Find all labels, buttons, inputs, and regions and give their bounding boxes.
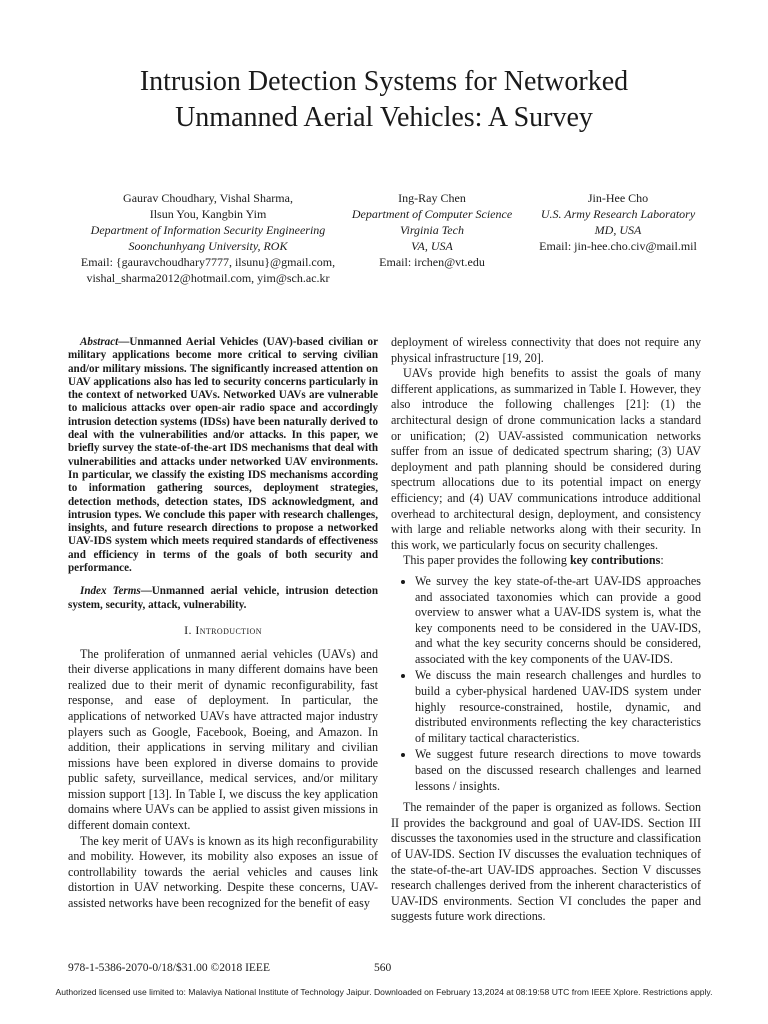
author-names: Gaurav Choudhary, Vishal Sharma, <box>123 191 293 205</box>
author-affiliation: Department of Computer Science <box>351 207 513 221</box>
intro-paragraph-2: The key merit of UAVs is known as its high reconfigurability and mobility. However, its mobility also exposes an issue of controllability towards the aerial vehicles and causes link distortion in UAV networking. Despite these concerns, UAV-assisted networks have been recognized for the benefit of easy <box>68 833 378 911</box>
contributions-list <box>391 574 701 794</box>
paragraph-continuation: deployment of wireless connectivity that does not require any physical infrastructure [19, 20]. <box>391 335 701 365</box>
author-block-3 <box>520 190 716 254</box>
author-block-2 <box>340 190 524 270</box>
abstract-text: —Unmanned Aerial Vehicles (UAV)-based civilian or military applications become more critical to serving civilian and/or military missions. The significantly increased attention on UAV applications also has led to security concerns particularly in the context of networked UAVs. Networked UAVs are vulnerable to malicious attacks over open-air radio space and accordingly intrusion detection systems (IDSs) have been naturally derived to deal with the vulnerabilities and/or attacks. In this paper, we briefly survey the state-of-the-art IDS mechanisms that deal with vulnerabilities and attacks under networked UAV environments. In particular, we classify the existing IDS mechanisms according to information gathering sources, deployment strategies, detection methods, detection states, IDS acknowledgment, and intrusion types. We conclude this paper with research challenges, insights, and future research directions to propose a networked UAV-IDS system which meets required standards of effectiveness and efficiency in terms of the goals of both security and performance. <box>68 336 378 575</box>
list-item: • We suggest future research directions to move towards based on the discussed research challenges and learned lessons / insights. <box>415 747 701 794</box>
right-column <box>391 335 701 925</box>
author-names: Ilsun You, Kangbin Yim <box>149 207 267 221</box>
title-line-2: Unmanned Aerial Vehicles: A Survey <box>175 102 593 133</box>
abstract-label: Abstract <box>80 336 119 348</box>
page-number: 560 <box>374 962 392 974</box>
section-title: Introduction <box>195 622 262 637</box>
author-email: vishal_sharma2012@hotmail.com, yim@sch.ac.kr <box>86 271 330 285</box>
paragraph-contributions-intro: This paper provides the following key contributions: <box>403 553 664 568</box>
abstract <box>68 336 378 575</box>
paper-title <box>0 64 768 136</box>
paragraph-challenges: UAVs provide high benefits to assist the goals of many different applications, as summarized in Table I. However, they also introduce the following challenges [21]: (1) the architectural design of drone communication lacks a standard or unification; (2) UAV-assisted communication networks suffer from an issue of dedicated spectrum sharing; (3) UAV deployment and path planning should be considered during spectrum allocations due to its potential impact on energy efficiency; and (4) UAV communications introduce additional overhead to architectural design, deployment, and consistency with large and reliable networks along with their security. In this work, we particularly focus on security challenges. <box>391 366 701 552</box>
left-column <box>68 336 378 912</box>
title-line-1: Intrusion Detection Systems for Networked <box>139 66 629 97</box>
index-terms-label: Index Terms <box>80 585 141 598</box>
author-affiliation: U.S. Army Research Laboratory <box>540 207 696 221</box>
author-email: Email: jin-hee.cho.civ@mail.mil <box>539 239 697 253</box>
section-numeral: I. <box>184 622 192 637</box>
author-names: Jin-Hee Cho <box>587 191 649 205</box>
author-affiliation: VA, USA <box>411 239 453 253</box>
section-heading-introduction <box>68 623 378 639</box>
intro-paragraph-1: The proliferation of unmanned aerial vehicles (UAVs) and their diverse applications in many different domains have been realized due to their merit of dynamic reconfigurability, fast response, and ease of deployment. In particular, the applications of networked UAVs have attracted major industry players such as Google, Facebook, Boeing, and Amazon. In addition, their applications in serving military and civilian missions have been explored in diverse domains to provide public safety, surveillance, medical services, and/or military mission support [13]. In Table I, we discuss the key application domains where UAVs can be applied to assist given missions in different domain context. <box>68 646 378 833</box>
authorized-use-notice: Authorized licensed use limited to: Malaviya National Institute of Technology Jaipur. Downloaded on February 13,2024 at 08:19:58 UTC from IEEE Xplore. Restrictions apply. <box>55 987 713 997</box>
author-affiliation: Department of Information Security Engineering <box>90 223 326 237</box>
author-names: Ing-Ray Chen <box>398 191 466 205</box>
list-item: • We discuss the main research challenges and hurdles to build a cyber-physical hardened UAV-IDS system under highly resource-constrained, hostile, dynamic, and distributed environments reflecting the key characteristics of military tactical characteristics. <box>415 668 701 746</box>
index-terms <box>68 585 378 612</box>
author-block-1 <box>60 190 356 286</box>
key-contributions-label: key contributions <box>569 553 661 568</box>
author-email: Email: {gauravchoudhary7777, ilsunu}@gmail.com, <box>80 255 336 269</box>
index-terms-text: —Unmanned aerial vehicle, intrusion detection system, security, attack, vulnerability. <box>68 585 378 611</box>
list-item: • We survey the key state-of-the-art UAV-IDS approaches and associated taxonomies which can provide a good overview to answer what a UAV-IDS system is, what the key components need to be considered in the UAV-IDS, and what the key security concerns should be considered, associated with the key components of the UAV-IDS. <box>415 574 701 668</box>
author-affiliation: Soonchunhyang University, ROK <box>128 239 288 253</box>
copyright-line: 978-1-5386-2070-0/18/$31.00 ©2018 IEEE <box>68 962 270 974</box>
author-affiliation: MD, USA <box>594 223 642 237</box>
paragraph-remainder: The remainder of the paper is organized as follows. Section II provides the background and goal of UAV-IDS. Section III discusses the taxonomies used in the structure and classification of UAV-IDS. Section IV discusses the evaluation techniques of the state-of-the-art UAV-IDS approaches. Section V discusses research challenges derived from the inherent characteristics of UAV-IDS environments. Section VI concludes the paper and suggests future work directions. <box>391 800 701 924</box>
author-affiliation: Virginia Tech <box>400 223 464 237</box>
author-email: Email: irchen@vt.edu <box>379 255 485 269</box>
